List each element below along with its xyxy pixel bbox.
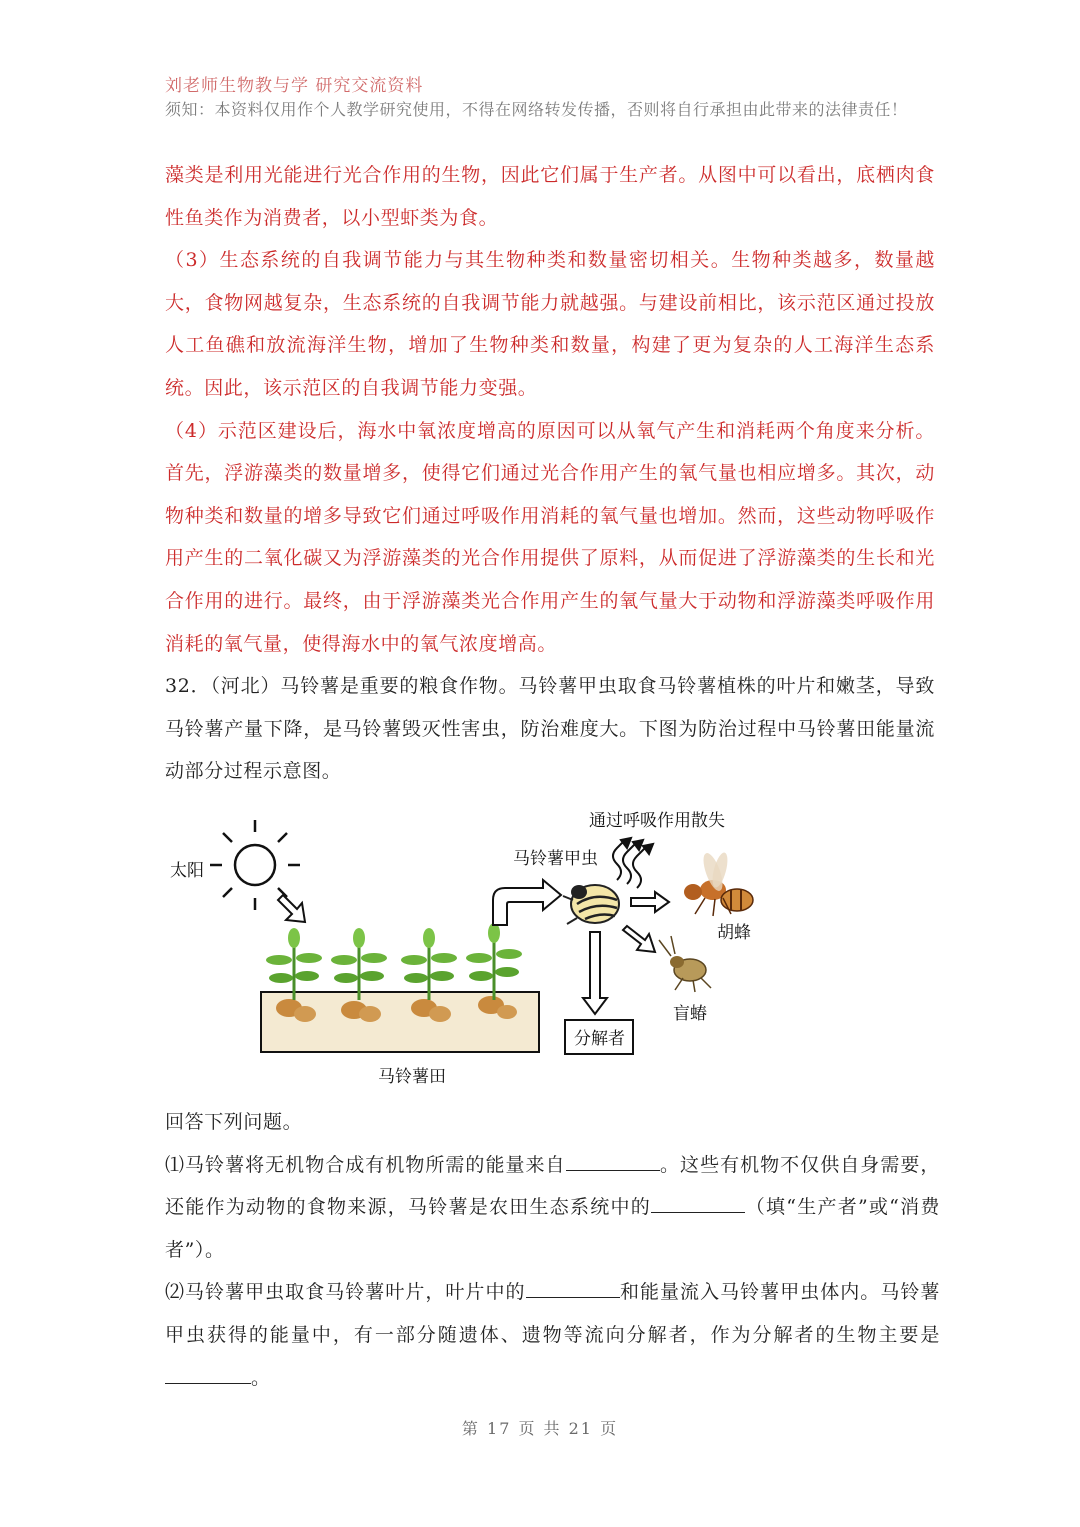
question-1-blank-1[interactable] <box>566 1148 660 1171</box>
bug-icon <box>659 936 711 992</box>
arrow-to-decomposer-icon <box>583 932 607 1014</box>
answer-paragraph-2: 藻类是利用光能进行光合作用的生物，因此它们属于生产者。从图中可以看出，底栖肉食性鱼类作为消费者，以小型虾类为食。 <box>165 164 935 229</box>
energy-flow-svg <box>165 800 765 1100</box>
question-section <box>165 1101 940 1399</box>
page-header <box>165 74 1045 122</box>
question-2-part-b: 和能量流入马铃薯甲虫体内。马铃薯甲虫获得的能量中，有一部分随遗体、遗物等流向分解者，作为分解者的生物主要是 <box>165 1281 940 1346</box>
field-label: 马铃薯田 <box>378 1067 446 1087</box>
sunlight-arrow-icon <box>278 895 305 922</box>
question-1-part-b: 。这些有机物不仅供自身需要，还能作为动物的食物来源，马铃薯是农田生态系统中的 <box>165 1153 940 1219</box>
respiration-label: 通过呼吸作用散失 <box>589 811 725 831</box>
question-1 <box>165 1144 940 1272</box>
beetle-icon <box>563 885 619 924</box>
answer-section <box>165 154 935 793</box>
sun-label: 太阳 <box>170 861 204 881</box>
energy-flow-diagram <box>165 800 765 1100</box>
beetle-label: 马铃薯甲虫 <box>513 849 598 869</box>
question-2-blank-1[interactable] <box>526 1275 620 1298</box>
questions-intro: 回答下列问题。 <box>165 1111 303 1133</box>
wasp-label: 胡蜂 <box>717 923 751 943</box>
question-32-stem: 32．（河北）马铃薯是重要的粮食作物。马铃薯甲虫取食马铃薯植株的叶片和嫩茎，导致马铃薯产量下降，是马铃薯毁灭性害虫，防治难度大。下图为防治过程中马铃薯田能量流动部分过程示意图。 <box>165 675 935 783</box>
arrow-to-wasp-icon <box>631 892 669 912</box>
answer-paragraph-3: （3）生态系统的自我调节能力与其生物种类和数量密切相关。生物种类越多，数量越大，食物网越复杂，生态系统的自我调节能力就越强。与建设前相比，该示范区通过投放人工鱼礁和放流海洋生物，增加了生物种类和数量，构建了更为复杂的人工海洋生态系统。因此，该示范区的自我调节能力变强。 <box>165 249 935 399</box>
header-notice: 须知：本资料仅用作个人教学研究使用，不得在网络转发传播，否则将自行承担由此带来的法律责任！ <box>165 100 908 119</box>
decomposer-label: 分解者 <box>574 1029 625 1049</box>
question-1-blank-2[interactable] <box>651 1190 745 1213</box>
sun-icon <box>210 820 300 910</box>
question-2 <box>165 1271 940 1399</box>
heat-loss-wavy-arrow-icon <box>613 838 653 888</box>
question-1-part-a: ⑴马铃薯将无机物合成有机物所需的能量来自 <box>165 1153 566 1176</box>
question-2-blank-2[interactable] <box>165 1361 251 1384</box>
wasp-icon <box>684 851 753 916</box>
bug-label: 盲蝽 <box>673 1004 707 1024</box>
question-1-part-c: （填“生产者”或“消费者”）。 <box>165 1196 940 1261</box>
question-2-part-a: ⑵马铃薯甲虫取食马铃薯叶片，叶片中的 <box>165 1281 526 1304</box>
page-footer: 第 17 页 共 21 页 <box>461 1419 619 1438</box>
bent-arrow-icon <box>493 880 561 925</box>
answer-paragraph-4: （4）示范区建设后，海水中氧浓度增高的原因可以从氧气产生和消耗两个角度来分析。首先，浮游藻类的数量增多，使得它们通过光合作用产生的氧气量也相应增多。其次，动物种类和数量的增多导致它们通过呼吸作用消耗的氧气量也增加。然而，这些动物呼吸作用产生的二氧化碳又为浮游藻类的光合作用提供了原料，从而促进了浮游藻类的生长和光合作用的进行。最终，由于浮游藻类光合作用产生的氧气量大于动物和浮游藻类呼吸作用消耗的氧气量，使得海水中的氧气浓度增高。 <box>165 419 935 655</box>
arrow-to-bug-icon <box>623 926 655 952</box>
question-2-part-c: 。 <box>251 1366 271 1389</box>
header-brand: 刘老师生物教与学 研究交流资料 <box>165 76 424 96</box>
